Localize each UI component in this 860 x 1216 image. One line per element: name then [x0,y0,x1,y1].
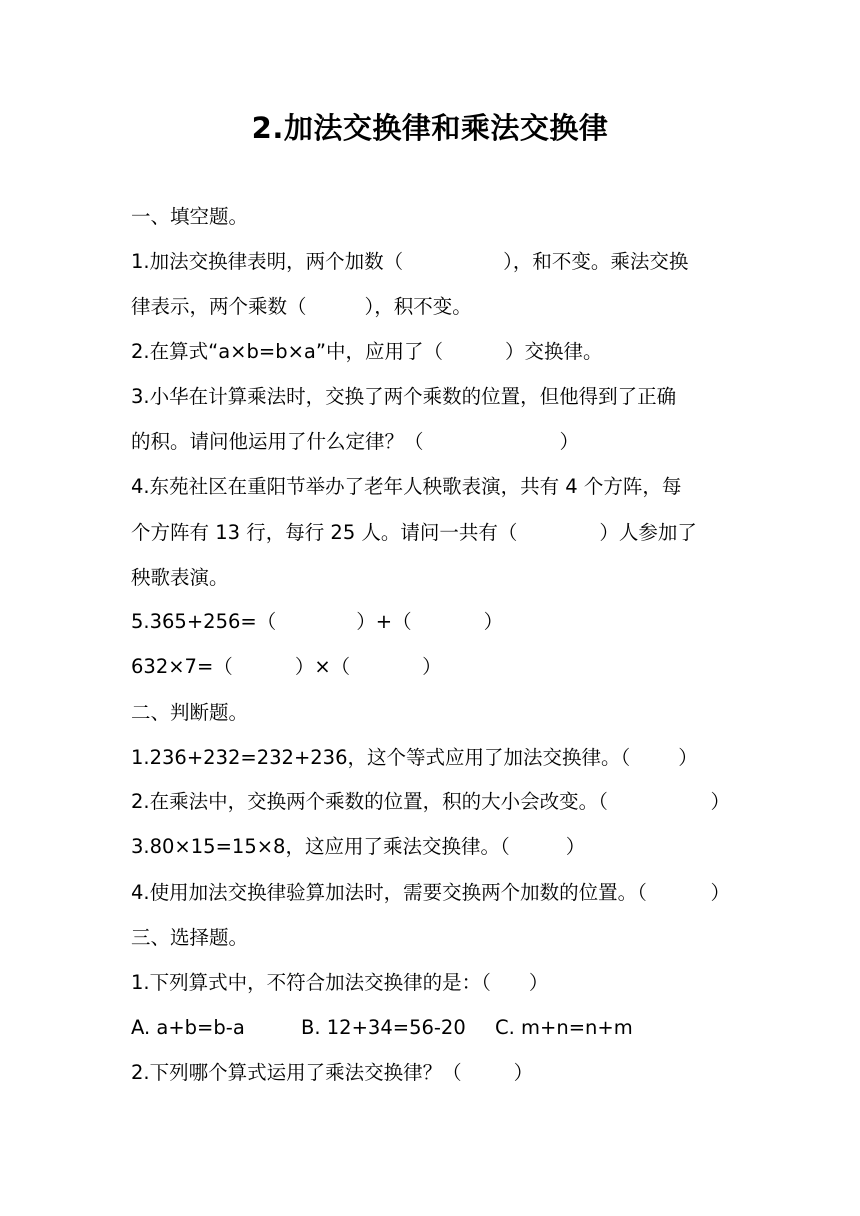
question-5-text-e: ）×（ [294,655,351,678]
question-3-text-c: ） [559,430,580,453]
judge-item-2-close: ） [710,790,730,813]
question-4-text-c: ）人参加了 [599,521,697,544]
judge-item-3 [131,832,585,862]
section-heading-fill-blank: 一、填空题。 [131,205,249,228]
judge-item-1-text: 1.236+232=232+236，这个等式应用了加法交换律。（ [131,746,631,769]
choice-question-1-options [131,1013,633,1043]
judge-item-4 [131,878,730,908]
judge-item-4-text: 4.使用加法交换律验算加法时，需要交换两个加数的位置。（ [131,881,647,904]
question-1-text-d: ），积不变。 [364,295,472,318]
question-2-text-a: 2.在算式“a×b=b×a”中，应用了（ [131,340,443,363]
question-3-line-2 [131,427,579,457]
question-3-text-b: 的积。请问他运用了什么定律？（ [131,430,424,453]
question-4-line-2 [131,518,697,548]
option-c[interactable]: C. m+n=n+m [495,1016,633,1039]
question-5-line-2 [131,652,442,682]
judge-item-1 [131,743,698,773]
question-5-text-b: ）+（ [356,610,412,633]
choice-question-2-close: ） [513,1061,534,1084]
question-1-line-1 [131,247,730,277]
question-4-text-a: 4.东苑社区在重阳节举办了老年人秧歌表演，共有 4 个方阵，每 [131,475,682,498]
choice-question-1-text: 1.下列算式中，不符合加法交换律的是：（ [131,971,491,994]
choice-question-1 [131,968,548,998]
judge-item-3-close: ） [565,835,586,858]
question-3-line-1 [131,382,730,412]
question-5-text-f: ） [422,655,442,678]
question-3-text-a: 3.小华在计算乘法时，交换了两个乘数的位置，但他得到了正确 [131,385,677,408]
question-5-text-a: 5.365+256=（ [131,610,277,633]
judge-item-2 [131,787,730,817]
question-4-line-1 [131,472,730,502]
choice-question-2-text: 2.下列哪个算式运用了乘法交换律？（ [131,1061,462,1084]
question-1-text-b: ），和不变。乘法交换 [503,250,689,273]
question-5-text-c: ） [483,610,504,633]
question-1-line-2 [131,292,472,322]
judge-item-4-close: ） [710,881,730,904]
question-1-text-a: 1.加法交换律表明，两个加数（ [131,250,404,273]
question-2 [131,337,603,367]
choice-question-2 [131,1058,533,1088]
section-heading-multiple-choice: 三、选择题。 [131,926,249,949]
page-title: 2.加法交换律和乘法交换律 [251,111,609,145]
question-5-line-1 [131,607,503,637]
question-5-text-d: 632×7=（ [131,655,233,678]
judge-item-3-text: 3.80×15=15×8，这应用了乘法交换律。（ [131,835,510,858]
option-b[interactable]: B. 12+34=56-20 [301,1016,466,1039]
question-4-line-3: 秧歌表演。 [131,566,229,589]
question-1-text-c: 律表示，两个乘数（ [131,295,307,318]
option-a[interactable]: A. a+b=b-a [131,1016,245,1039]
choice-question-1-close: ） [528,971,549,994]
section-heading-true-false: 二、判断题。 [131,701,249,724]
judge-item-2-text: 2.在乘法中，交换两个乘数的位置，积的大小会改变。（ [131,790,608,813]
question-4-text-b: 个方阵有 13 行，每行 25 人。请问一共有（ [131,521,518,544]
question-2-text-b: ）交换律。 [504,340,603,363]
judge-item-1-close: ） [678,746,698,769]
